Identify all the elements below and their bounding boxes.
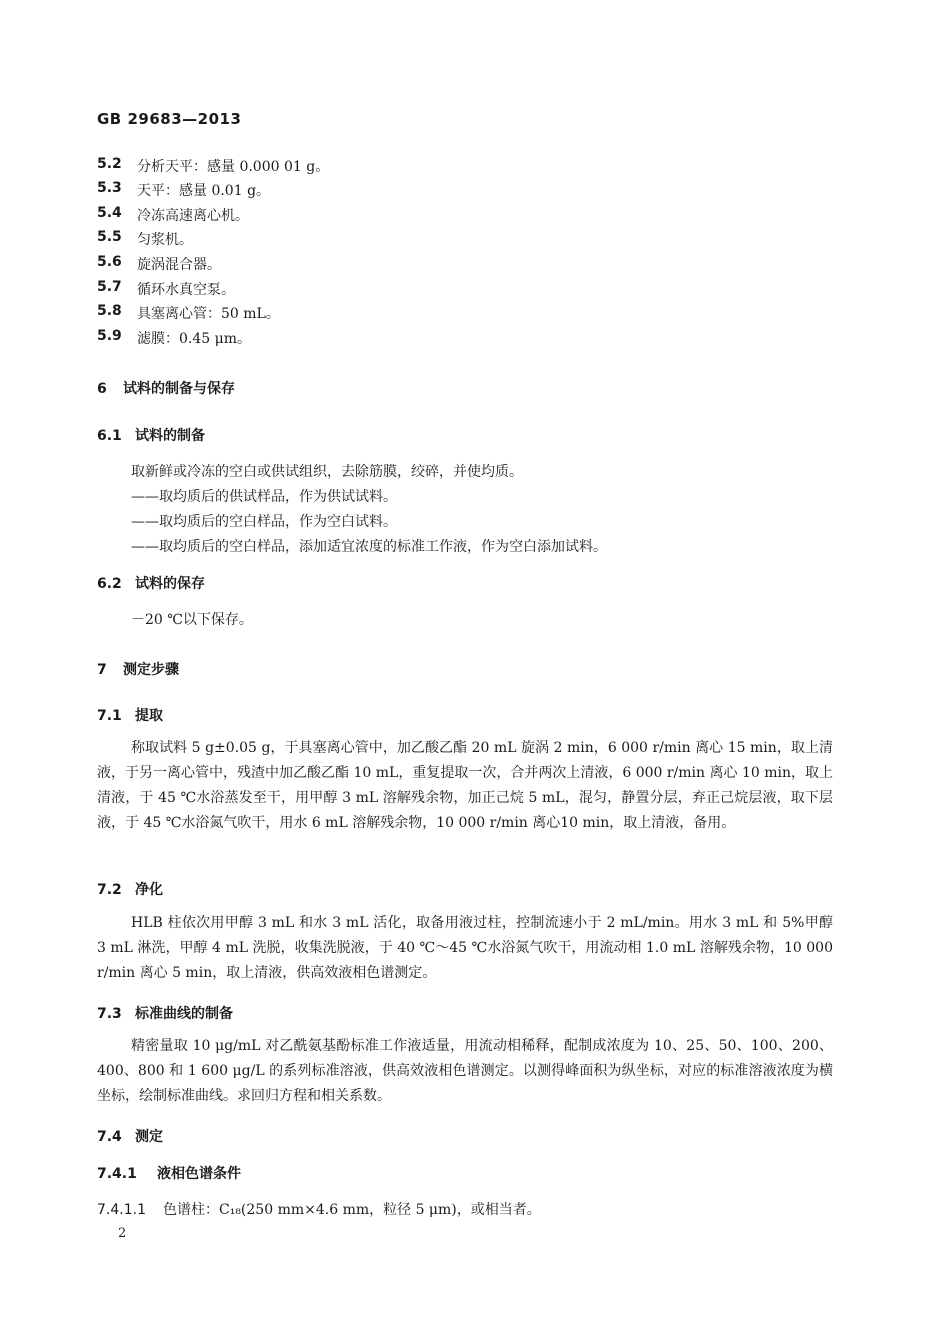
section-title: 测定 — [135, 1129, 163, 1145]
item-text: 旋涡混合器。 — [137, 257, 221, 273]
item-number: 5.4 — [97, 205, 122, 221]
item-number: 5.2 — [97, 156, 122, 172]
section-title: 试料的制备与保存 — [123, 381, 235, 397]
section-7-2-paragraph: HLB 柱依次用甲醇 3 mL 和水 3 mL 活化，取备用液过柱，控制流速小于 2 mL/min。用水 3 mL 和 5%甲醇 3 mL 淋洗，甲醇 4 mL 洗脱，收集洗脱液，于 40 ℃～45 ℃水浴氮气吹干，用流动相 1.0 mL 溶解残余物，10 000 r/min 离心 5 min，取上清液，供高效液相色谱测定。 — [97, 915, 833, 981]
section-7-1-paragraph: 称取试料 5 g±0.05 g，于具塞离心管中，加乙酸乙酯 20 mL 旋涡 2 min，6 000 r/min 离心 15 min，取上清液，于另一离心管中，残渣中加乙酸乙酯 10 mL，重复提取一次，合并两次上清液，6 000 r/min 离心 10 min，取上清液，于 45 ℃水浴蒸发至干，用甲醇 3 mL 溶解残余物，加正己烷 5 mL，混匀，静置分层，弃正己烷层液，取下层液，于 45 ℃水浴氮气吹干，用水 6 mL 溶解残余物，10 000 r/min 离心10 min，取上清液，备用。 — [97, 740, 833, 831]
section-7-4-1-1 — [97, 1199, 541, 1219]
item-number: 5.5 — [97, 229, 122, 245]
section-7-3-heading — [97, 1003, 233, 1023]
section-7-4-1-heading — [97, 1163, 241, 1183]
section-7-3-paragraph: 精密量取 10 μg/mL 对乙酰氨基酚标准工作液适量，用流动相稀释，配制成浓度为 10、25、50、100、200、400、800 和 1 600 μg/L 的系列标准溶液，供高效液相色谱测定。以测得峰面积为纵坐标，对应的标准溶液浓度为横坐标，绘制标准曲线。求回归方程和相关系数。 — [97, 1038, 833, 1104]
section-title: 试料的保存 — [135, 576, 205, 592]
section-number: 7.3 — [97, 1006, 122, 1022]
section-text: 色谱柱：C₁₈(250 mm×4.6 mm，粒径 5 μm)，或相当者。 — [163, 1202, 541, 1218]
section-6-1-heading — [97, 425, 205, 445]
item-text: 天平：感量 0.01 g。 — [137, 183, 271, 199]
section-7-heading — [97, 659, 179, 679]
item-text: 循环水真空泵。 — [137, 282, 235, 298]
section-title: 液相色谱条件 — [157, 1166, 241, 1182]
section-title: 测定步骤 — [123, 662, 179, 678]
section-title: 试料的制备 — [135, 428, 205, 444]
section-7-1-heading — [97, 705, 163, 725]
section-number: 6.1 — [97, 428, 122, 444]
section-title: 提取 — [135, 708, 163, 724]
list-item: ——取均质后的空白样品，作为空白试料。 — [131, 514, 397, 530]
item-number: 5.8 — [97, 303, 122, 319]
section-7-4-heading — [97, 1126, 163, 1146]
list-item: ——取均质后的空白样品，添加适宜浓度的标准工作液，作为空白添加试料。 — [131, 539, 607, 555]
item-number: 5.3 — [97, 180, 122, 196]
item-text: 匀浆机。 — [137, 232, 193, 248]
item-text: 冷冻高速离心机。 — [137, 208, 249, 224]
section-number: 7.2 — [97, 882, 122, 898]
section-7-2-heading — [97, 879, 163, 899]
section-title: 标准曲线的制备 — [135, 1006, 233, 1022]
item-number: 5.9 — [97, 328, 122, 344]
section-number: 6.2 — [97, 576, 122, 592]
item-number: 5.6 — [97, 254, 122, 270]
section-number: 7.1 — [97, 708, 122, 724]
section-6-1-intro: 取新鲜或冷冻的空白或供试组织，去除筋膜，绞碎，并使均质。 — [131, 464, 523, 480]
item-text: 分析天平：感量 0.000 01 g。 — [137, 159, 330, 175]
item-text: 滤膜：0.45 μm。 — [137, 331, 251, 347]
section-number: 7 — [97, 662, 107, 678]
section-6-heading — [97, 378, 235, 398]
section-6-2-heading — [97, 573, 205, 593]
section-title: 净化 — [135, 882, 163, 898]
section-number: 7.4.1 — [97, 1166, 137, 1182]
page-number: 2 — [118, 1226, 127, 1241]
list-item: ——取均质后的供试样品，作为供试试料。 — [131, 489, 397, 505]
item-number: 5.7 — [97, 279, 122, 295]
document-number: GB 29683—2013 — [97, 110, 242, 128]
section-number: 6 — [97, 381, 107, 397]
section-number: 7.4.1.1 — [97, 1202, 146, 1218]
section-number: 7.4 — [97, 1129, 122, 1145]
section-6-2-text: －20 ℃以下保存。 — [131, 612, 253, 628]
item-text: 具塞离心管：50 mL。 — [137, 306, 280, 322]
